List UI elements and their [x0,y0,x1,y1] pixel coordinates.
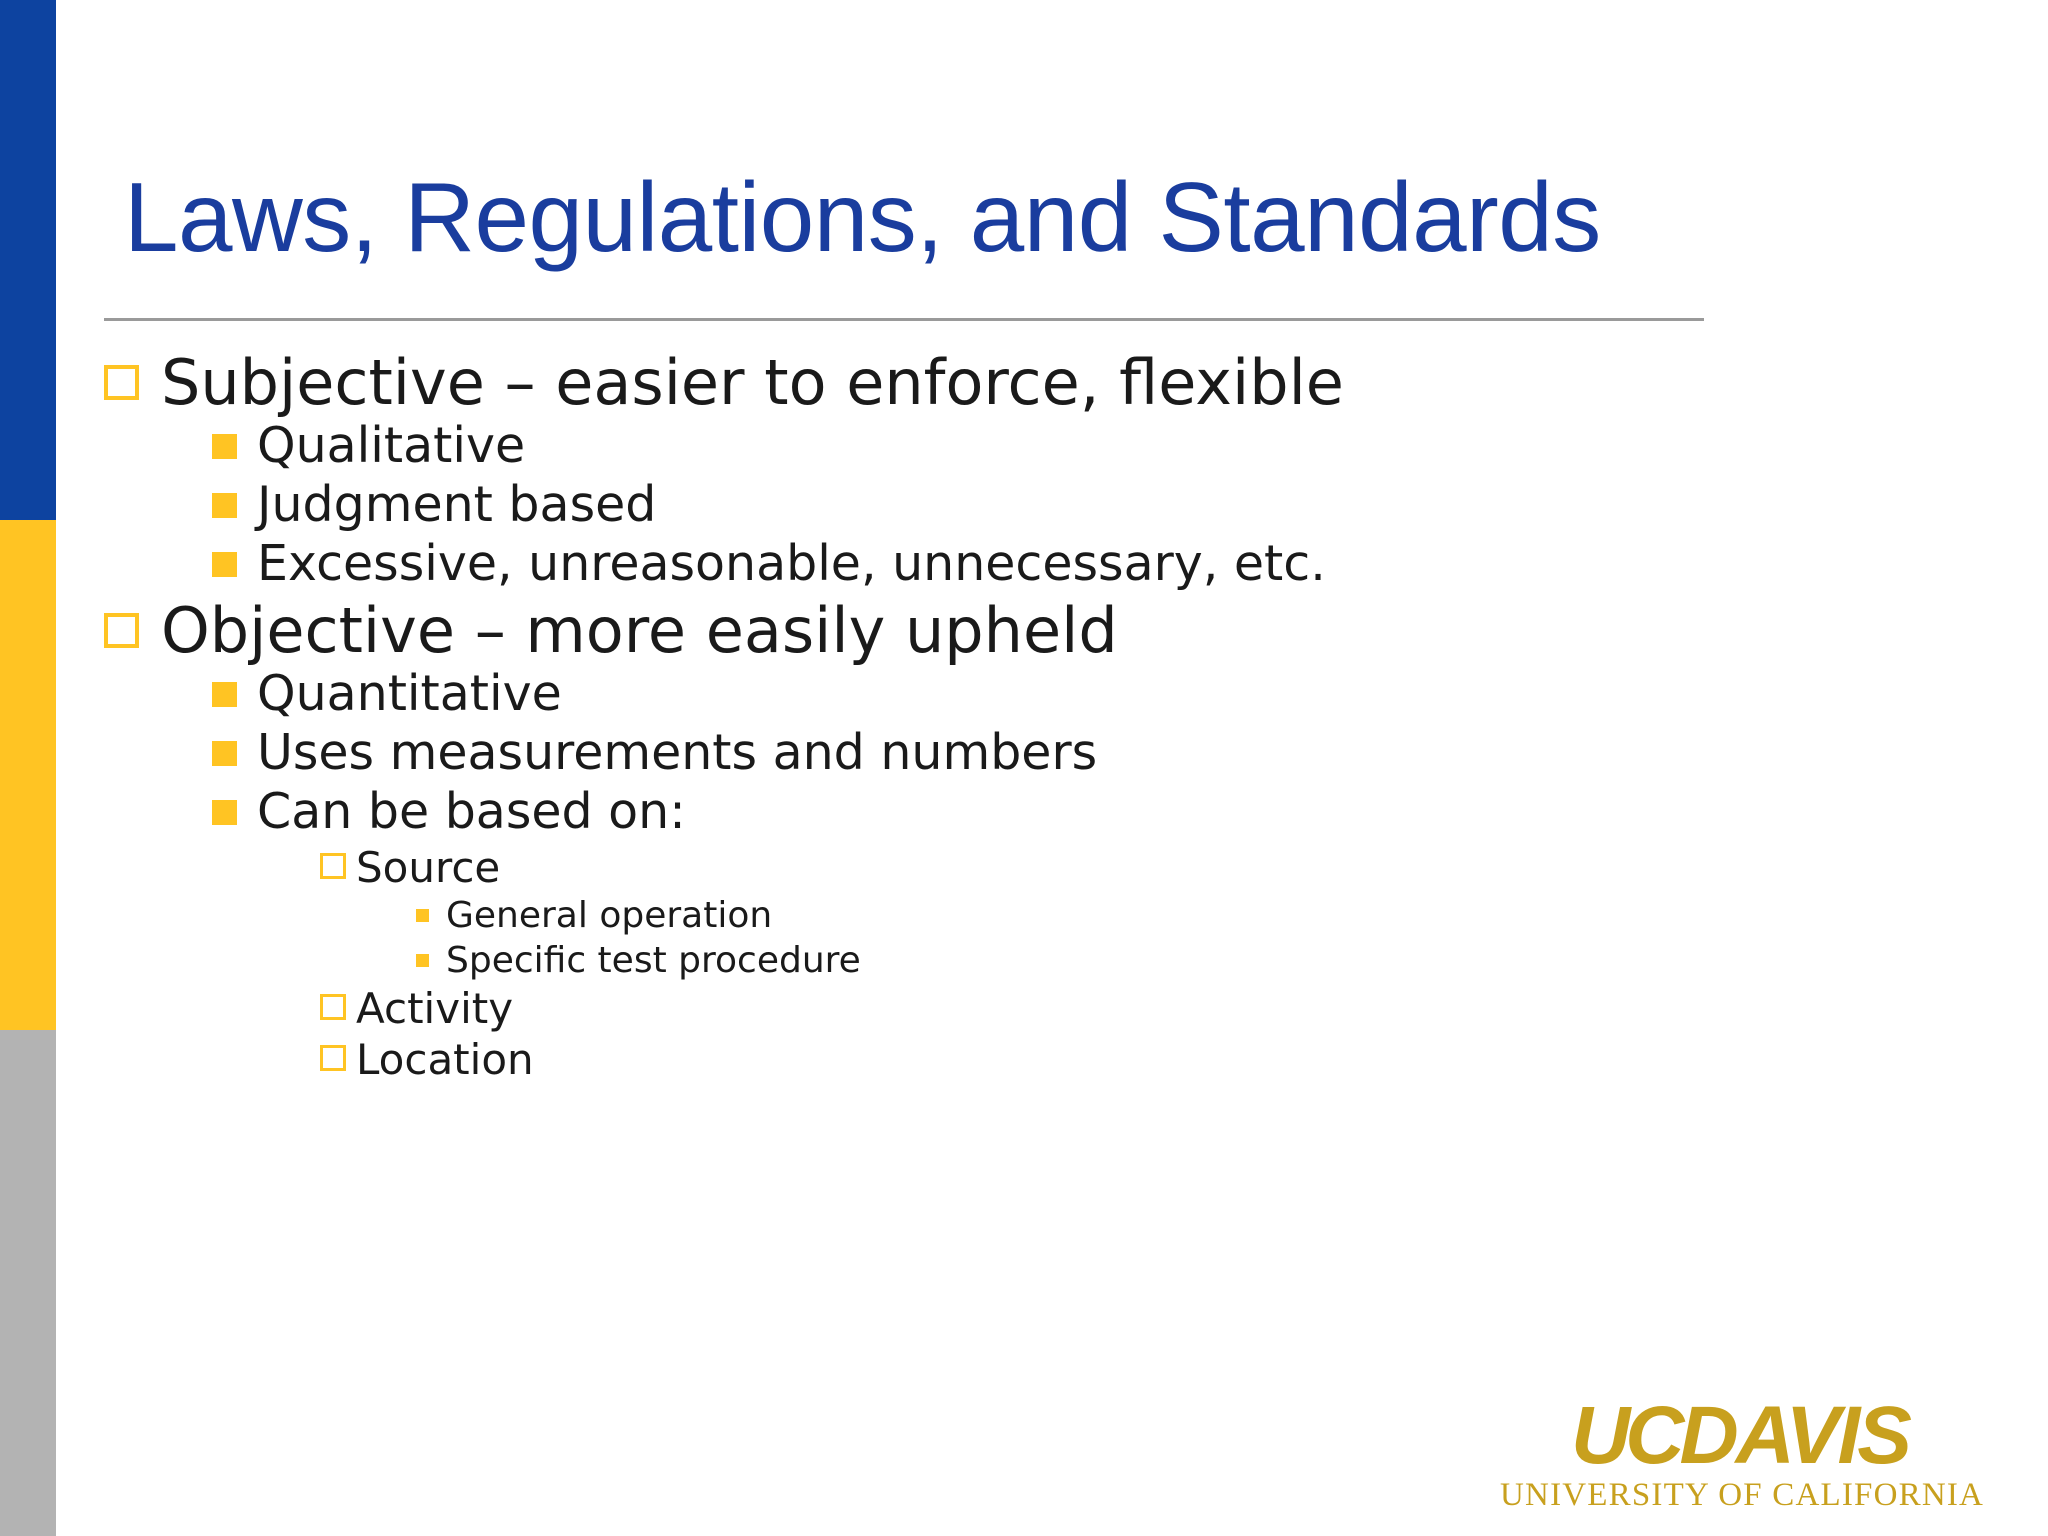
list-item [212,783,2008,1086]
list-item [104,593,2008,1086]
bullet-text: Uses measurements and numbers [257,724,1098,782]
stripe-segment-gold [0,520,56,1030]
filled-square-icon [212,800,237,825]
filled-square-icon [212,552,237,577]
slide-canvas [56,0,2048,1536]
list-item [212,417,2008,476]
list-item [212,476,2008,535]
list-item [320,842,2008,983]
list-item [212,535,2008,594]
list-item [416,938,2008,983]
left-accent-stripe [0,0,56,1536]
logo-subtitle: UNIVERSITY OF CALIFORNIA [1500,1477,1985,1513]
title-divider [104,318,1704,321]
small-filled-square-icon [416,954,429,967]
stripe-segment-blue [0,0,56,520]
bullet-text: Activity [356,983,514,1033]
bullet-text: Can be based on: [257,782,686,840]
bullet-text: Location [356,1035,534,1085]
list-item [212,724,2008,783]
bullet-text: Objective – more easily upheld [161,593,1118,667]
filled-square-icon [212,741,237,766]
bullet-text: Judgment based [257,476,657,534]
hollow-square-icon [104,613,139,648]
hollow-square-icon [104,365,139,400]
bullet-list-level-1 [104,348,2008,1085]
filled-square-icon [212,682,237,707]
bullet-list-level-2 [212,665,2008,1085]
bullet-list-level-2 [212,417,2008,593]
ucdavis-logo [1500,1390,1985,1514]
bullet-text: Quantitative [257,665,562,723]
list-item [320,983,2008,1034]
bullet-text: Excessive, unreasonable, unnecessary, etc. [257,535,1326,593]
bullet-text: General operation [446,894,773,936]
hollow-square-icon [320,853,346,879]
slide-content [104,348,2008,1087]
hollow-square-icon [320,1045,346,1071]
list-item [212,665,2008,724]
logo-wordmark [1500,1390,1980,1482]
bullet-text: Source [356,842,501,892]
bullet-text: Subjective – easier to enforce, flexible [161,346,1344,419]
bullet-text: Specific test procedure [446,939,861,981]
bullet-list-level-3 [320,842,2008,1086]
logo-uc-text: UC [1571,1390,1680,1482]
bullet-list-level-4 [416,893,2008,983]
hollow-square-icon [320,994,346,1020]
list-item [104,348,2008,594]
page-title: Laws, Regulations, and Standards [124,162,1601,272]
small-filled-square-icon [416,909,429,922]
bullet-text: Qualitative [257,417,526,475]
list-item [416,893,2008,938]
filled-square-icon [212,434,237,459]
filled-square-icon [212,493,237,518]
stripe-segment-gray [0,1030,56,1536]
logo-davis-text: DAVIS [1679,1390,1909,1482]
list-item [320,1034,2008,1085]
